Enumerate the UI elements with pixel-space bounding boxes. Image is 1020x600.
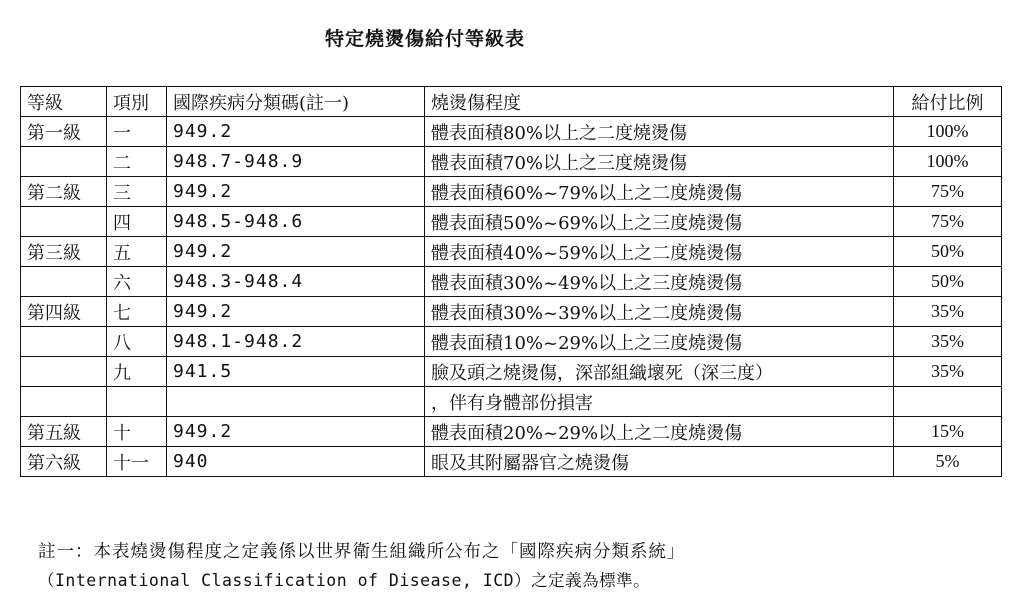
header-burn-degree: 燒燙傷程度 — [425, 87, 894, 117]
cell-payment-ratio — [894, 387, 1002, 417]
table-row — [21, 447, 1002, 477]
cell-icd-code: 949.2 — [167, 417, 425, 447]
cell-item: 一 — [107, 117, 167, 147]
cell-grade — [21, 207, 107, 237]
cell-burn-degree: 體表面積40%~59%以上之二度燒燙傷 — [425, 237, 894, 267]
cell-item: 十一 — [107, 447, 167, 477]
table-row — [21, 267, 1002, 297]
cell-burn-degree: 體表面積30%~49%以上之三度燒燙傷 — [425, 267, 894, 297]
cell-payment-ratio: 5% — [894, 447, 1002, 477]
cell-grade: 第三級 — [21, 237, 107, 267]
cell-grade — [21, 327, 107, 357]
cell-grade: 第四級 — [21, 297, 107, 327]
cell-grade — [21, 267, 107, 297]
cell-burn-degree: 體表面積50%~69%以上之三度燒燙傷 — [425, 207, 894, 237]
cell-payment-ratio: 35% — [894, 357, 1002, 387]
cell-burn-degree: 體表面積60%~79%以上之二度燒燙傷 — [425, 177, 894, 207]
footnote-line-2: （International Classification of Disease, ICD）之定義為標準。 — [38, 571, 651, 590]
cell-icd-code: 949.2 — [167, 237, 425, 267]
cell-item: 九 — [107, 357, 167, 387]
cell-payment-ratio: 100% — [894, 117, 1002, 147]
cell-burn-degree: 體表面積20%~29%以上之二度燒燙傷 — [425, 417, 894, 447]
cell-grade — [21, 147, 107, 177]
cell-icd-code: 949.2 — [167, 177, 425, 207]
cell-item: 三 — [107, 177, 167, 207]
cell-icd-code: 941.5 — [167, 357, 425, 387]
table-row — [21, 357, 1002, 387]
table-header-row — [21, 87, 1002, 117]
cell-grade — [21, 357, 107, 387]
cell-burn-degree: 體表面積70%以上之三度燒燙傷 — [425, 147, 894, 177]
cell-grade: 第五級 — [21, 417, 107, 447]
cell-payment-ratio: 50% — [894, 267, 1002, 297]
cell-payment-ratio: 50% — [894, 237, 1002, 267]
header-grade: 等級 — [21, 87, 107, 117]
cell-burn-degree: 臉及頭之燒燙傷，深部組織壞死（深三度） — [425, 357, 894, 387]
cell-grade: 第二級 — [21, 177, 107, 207]
cell-payment-ratio: 35% — [894, 327, 1002, 357]
document-title: 特定燒燙傷給付等級表 — [324, 28, 525, 50]
cell-item: 五 — [107, 237, 167, 267]
table-row — [21, 327, 1002, 357]
table-row — [21, 237, 1002, 267]
cell-item: 二 — [107, 147, 167, 177]
cell-payment-ratio: 75% — [894, 207, 1002, 237]
cell-icd-code: 948.1-948.2 — [167, 327, 425, 357]
cell-payment-ratio: 100% — [894, 147, 1002, 177]
footnote-line-1: 註一：本表燒燙傷程度之定義係以世界衛生組織所公布之「國際疾病分類系統」 — [38, 542, 686, 562]
cell-burn-degree: 體表面積30%~39%以上之二度燒燙傷 — [425, 297, 894, 327]
cell-burn-degree: 體表面積10%~29%以上之三度燒燙傷 — [425, 327, 894, 357]
cell-grade — [21, 387, 107, 417]
cell-burn-degree: ，伴有身體部份損害 — [425, 387, 894, 417]
cell-item: 六 — [107, 267, 167, 297]
table-row — [21, 417, 1002, 447]
cell-payment-ratio: 35% — [894, 297, 1002, 327]
table-row — [21, 117, 1002, 147]
cell-icd-code: 949.2 — [167, 297, 425, 327]
cell-item: 八 — [107, 327, 167, 357]
table-row — [21, 207, 1002, 237]
cell-item: 七 — [107, 297, 167, 327]
header-icd-code: 國際疾病分類碼(註一) — [167, 87, 425, 117]
header-payment-ratio: 給付比例 — [894, 87, 1002, 117]
table-row — [21, 387, 1002, 417]
burn-grade-table — [20, 86, 1002, 477]
cell-icd-code — [167, 387, 425, 417]
table-row — [21, 177, 1002, 207]
cell-icd-code: 940 — [167, 447, 425, 477]
cell-burn-degree: 眼及其附屬器官之燒燙傷 — [425, 447, 894, 477]
cell-payment-ratio: 75% — [894, 177, 1002, 207]
cell-icd-code: 948.3-948.4 — [167, 267, 425, 297]
cell-item: 十 — [107, 417, 167, 447]
cell-item — [107, 387, 167, 417]
table-row — [21, 297, 1002, 327]
table-row — [21, 147, 1002, 177]
cell-payment-ratio: 15% — [894, 417, 1002, 447]
cell-icd-code: 948.7-948.9 — [167, 147, 425, 177]
cell-item: 四 — [107, 207, 167, 237]
cell-icd-code: 948.5-948.6 — [167, 207, 425, 237]
cell-grade: 第一級 — [21, 117, 107, 147]
cell-grade: 第六級 — [21, 447, 107, 477]
cell-icd-code: 949.2 — [167, 117, 425, 147]
cell-burn-degree: 體表面積80%以上之二度燒燙傷 — [425, 117, 894, 147]
header-item: 項別 — [107, 87, 167, 117]
